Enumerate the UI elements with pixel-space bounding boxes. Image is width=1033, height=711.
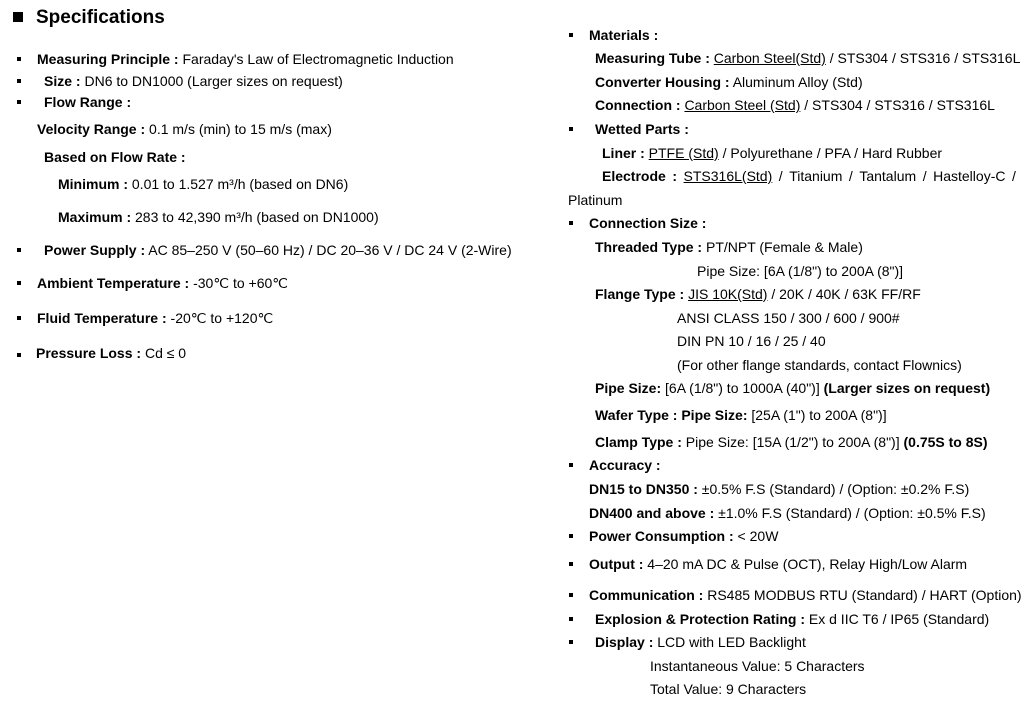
flange-ansi: ANSI CLASS 150 / 300 / 600 / 900# bbox=[677, 310, 900, 326]
fluid-temperature-label: Fluid Temperature : bbox=[37, 310, 167, 326]
maximum-label: Maximum : bbox=[58, 209, 132, 225]
output-value: 4–20 mA DC & Pulse (OCT), Relay High/Low Alarm bbox=[643, 556, 968, 572]
connection-options: / STS304 / STS316 / STS316L bbox=[800, 97, 995, 113]
flange-type-options: / 20K / 40K / 63K FF/RF bbox=[767, 286, 921, 302]
dn15-row bbox=[589, 481, 969, 498]
minimum-value: 0.01 to 1.527 m³/h (based on DN6) bbox=[128, 176, 349, 192]
measuring-principle-row bbox=[37, 51, 454, 68]
connection-row bbox=[595, 97, 995, 114]
display-label: Display : bbox=[595, 634, 654, 650]
connection-std: Carbon Steel (Std) bbox=[684, 97, 801, 113]
bullet-icon bbox=[17, 79, 21, 83]
converter-housing-value: Aluminum Alloy (Std) bbox=[729, 74, 863, 90]
wafer-type-label: Wafer Type : Pipe Size: bbox=[595, 407, 748, 423]
pressure-loss-row bbox=[36, 345, 186, 362]
pipe-size-label: Pipe Size: bbox=[595, 380, 662, 396]
size-value: DN6 to DN1000 (Larger sizes on request) bbox=[80, 73, 343, 89]
size-row bbox=[44, 73, 343, 90]
materials-label: Materials : bbox=[589, 27, 659, 43]
velocity-range-label: Velocity Range : bbox=[37, 121, 146, 137]
velocity-range-value: 0.1 m/s (min) to 15 m/s (max) bbox=[145, 121, 332, 137]
explosion-value: Ex d IIC T6 / IP65 (Standard) bbox=[805, 611, 990, 627]
maximum-value: 283 to 42,390 m³/h (based on DN1000) bbox=[131, 209, 379, 225]
electrode-sep: / bbox=[848, 168, 853, 184]
connection-size-label: Connection Size : bbox=[589, 215, 707, 231]
bullet-icon bbox=[569, 562, 573, 566]
wafer-type-value: [25A (1") to 200A (8")] bbox=[747, 407, 887, 423]
threaded-type-row bbox=[595, 239, 863, 256]
power-supply-value: AC 85–250 V (50–60 Hz) / DC 20–36 V / DC 24 V (2-Wire) bbox=[145, 242, 512, 258]
dn400-row bbox=[589, 505, 986, 522]
measuring-tube-std: Carbon Steel(Std) bbox=[713, 50, 826, 66]
explosion-label: Explosion & Protection Rating : bbox=[595, 611, 806, 627]
bullet-icon bbox=[569, 33, 573, 37]
clamp-type-row bbox=[595, 434, 988, 451]
wetted-parts-label: Wetted Parts : bbox=[595, 121, 689, 137]
electrode-option: Titanium bbox=[789, 168, 843, 184]
converter-housing-label: Converter Housing : bbox=[595, 74, 730, 90]
pressure-loss-label: Pressure Loss : bbox=[36, 345, 142, 361]
threaded-type-value: PT/NPT (Female & Male) bbox=[702, 239, 863, 255]
measuring-tube-label: Measuring Tube : bbox=[595, 50, 710, 66]
communication-value: RS485 MODBUS RTU (Standard) / HART (Option) bbox=[703, 587, 1022, 603]
display-instantaneous: Instantaneous Value: 5 Characters bbox=[650, 658, 865, 674]
flange-din: DIN PN 10 / 16 / 25 / 40 bbox=[677, 333, 826, 349]
pipe-size-row bbox=[595, 380, 990, 397]
dn15-value: ±0.5% F.S (Standard) / (Option: ±0.2% F.S) bbox=[697, 481, 970, 497]
bullet-icon bbox=[569, 127, 573, 131]
minimum-row bbox=[58, 176, 348, 193]
page-title: Specifications bbox=[36, 7, 165, 28]
electrode-sep: / bbox=[1012, 168, 1016, 184]
flange-type-label: Flange Type : bbox=[595, 286, 685, 302]
display-row bbox=[595, 634, 806, 651]
power-consumption-label: Power Consumption : bbox=[589, 528, 734, 544]
electrode-wrap-text: Platinum bbox=[568, 192, 623, 208]
display-total: Total Value: 9 Characters bbox=[650, 681, 807, 697]
liner-label: Liner : bbox=[602, 145, 645, 161]
electrode-std: STS316L(Std) bbox=[683, 168, 773, 184]
heading-square-icon bbox=[13, 12, 23, 22]
fluid-temperature-value: -20℃ to +120℃ bbox=[166, 310, 274, 326]
electrode-sep: / bbox=[922, 168, 927, 184]
bullet-icon bbox=[569, 593, 573, 597]
fluid-temperature-row bbox=[37, 310, 273, 327]
measuring-tube-row bbox=[595, 50, 1020, 67]
size-label: Size : bbox=[44, 73, 81, 89]
based-on-flow-rate-label: Based on Flow Rate : bbox=[44, 149, 186, 165]
bullet-icon bbox=[569, 617, 573, 621]
connection-label: Connection : bbox=[595, 97, 681, 113]
wafer-type-row bbox=[595, 407, 887, 424]
liner-row bbox=[602, 145, 942, 162]
maximum-row bbox=[58, 209, 379, 226]
electrode-row bbox=[602, 168, 1016, 185]
accuracy-label: Accuracy : bbox=[589, 457, 661, 473]
dn15-label: DN15 to DN350 : bbox=[589, 481, 698, 497]
electrode-label: Electrode bbox=[602, 168, 666, 184]
display-value: LCD with LED Backlight bbox=[653, 634, 806, 650]
flow-range-label: Flow Range : bbox=[44, 94, 132, 110]
flange-type-row bbox=[595, 286, 921, 303]
converter-housing-row bbox=[595, 74, 863, 91]
threaded-pipe-size: Pipe Size: [6A (1/8") to 200A (8")] bbox=[697, 263, 904, 279]
bullet-icon bbox=[17, 57, 21, 61]
electrode-colon: : bbox=[672, 168, 678, 184]
ambient-temperature-label: Ambient Temperature : bbox=[37, 275, 190, 291]
communication-row bbox=[589, 587, 1022, 604]
dn400-value: ±1.0% F.S (Standard) / (Option: ±0.5% F.S) bbox=[714, 505, 986, 521]
pipe-size-note: (Larger sizes on request) bbox=[823, 380, 991, 396]
bullet-icon bbox=[569, 463, 573, 467]
pipe-size-value: [6A (1/8") to 1000A (40")] bbox=[661, 380, 824, 396]
electrode-option: Hastelloy-C bbox=[933, 168, 1006, 184]
ambient-temperature-row bbox=[37, 275, 288, 292]
power-consumption-row bbox=[589, 528, 778, 545]
output-label: Output : bbox=[589, 556, 644, 572]
pressure-loss-value: Cd ≤ 0 bbox=[141, 345, 187, 361]
minimum-label: Minimum : bbox=[58, 176, 128, 192]
ambient-temperature-value: -30℃ to +60℃ bbox=[189, 275, 288, 291]
electrode-option: Tantalum bbox=[859, 168, 917, 184]
bullet-icon bbox=[569, 534, 573, 538]
dn400-label: DN400 and above : bbox=[589, 505, 715, 521]
bullet-icon bbox=[17, 281, 21, 285]
bullet-icon bbox=[17, 353, 21, 357]
output-row bbox=[589, 556, 967, 573]
bullet-icon bbox=[569, 221, 573, 225]
clamp-type-label: Clamp Type : bbox=[595, 434, 682, 450]
liner-options: / Polyurethane / PFA / Hard Rubber bbox=[718, 145, 943, 161]
electrode-sep: / bbox=[778, 168, 783, 184]
flange-type-std: JIS 10K(Std) bbox=[688, 286, 768, 302]
bullet-icon bbox=[17, 316, 21, 320]
explosion-row bbox=[595, 611, 989, 628]
communication-label: Communication : bbox=[589, 587, 704, 603]
bullet-icon bbox=[17, 100, 21, 104]
clamp-type-note: (0.75S to 8S) bbox=[903, 434, 988, 450]
bullet-icon bbox=[17, 248, 21, 252]
flange-note: (For other flange standards, contact Flownics) bbox=[677, 357, 962, 373]
power-supply-label: Power Supply : bbox=[44, 242, 146, 258]
liner-std: PTFE (Std) bbox=[648, 145, 719, 161]
clamp-type-value: Pipe Size: [15A (1/2") to 200A (8")] bbox=[681, 434, 904, 450]
threaded-type-label: Threaded Type : bbox=[595, 239, 703, 255]
power-consumption-value: < 20W bbox=[733, 528, 779, 544]
measuring-principle-value: Faraday's Law of Electromagnetic Induction bbox=[178, 51, 454, 67]
measuring-principle-label: Measuring Principle : bbox=[37, 51, 179, 67]
measuring-tube-options: / STS304 / STS316 / STS316L bbox=[825, 50, 1021, 66]
power-supply-row bbox=[44, 242, 512, 259]
velocity-range-row bbox=[37, 121, 332, 138]
bullet-icon bbox=[569, 640, 573, 644]
